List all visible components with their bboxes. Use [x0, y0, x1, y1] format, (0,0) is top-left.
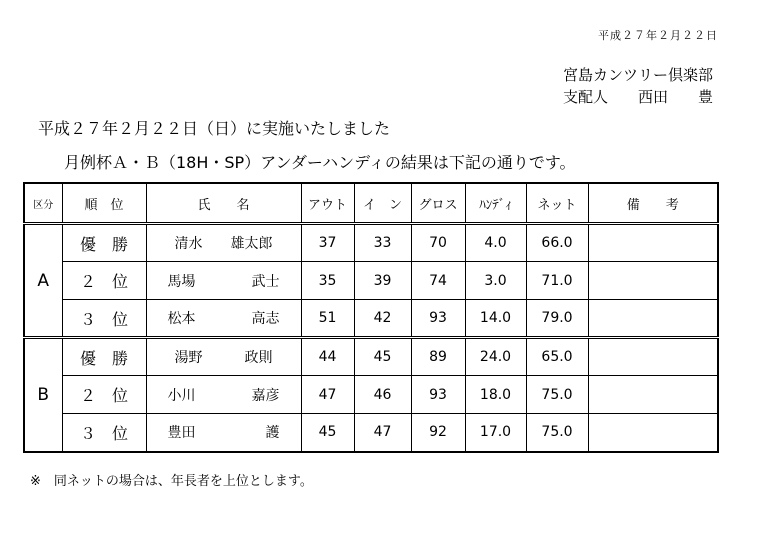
out-cell: 45	[301, 414, 354, 452]
net-cell: 66.0	[526, 224, 588, 262]
name-cell: 豊田 護	[146, 414, 301, 452]
table-row	[24, 376, 718, 414]
club-name: 宮島カンツリー倶楽部	[563, 66, 714, 84]
remarks-cell	[588, 414, 718, 452]
rank-cell: ２ 位	[62, 262, 146, 300]
net-cell: 79.0	[526, 300, 588, 338]
results-heading: 月例杯Ａ・Ｂ（18H・SP）アンダーハンディの結果は下記の通りです。	[64, 153, 576, 172]
out-cell: 51	[301, 300, 354, 338]
out-cell: 47	[301, 376, 354, 414]
header-net: ネット	[526, 183, 588, 224]
header-rank: 順 位	[62, 183, 146, 224]
rank-cell: ３ 位	[62, 414, 146, 452]
gross-cell: 93	[411, 300, 465, 338]
header-division: 区分	[24, 183, 62, 224]
rank-cell: 優 勝	[62, 224, 146, 262]
handicap-cell: 18.0	[465, 376, 526, 414]
table-row	[24, 224, 718, 262]
header-remarks: 備 考	[588, 183, 718, 224]
net-cell: 75.0	[526, 414, 588, 452]
out-cell: 44	[301, 338, 354, 376]
remarks-cell	[588, 300, 718, 338]
group-label: A	[24, 224, 62, 338]
table-row	[24, 338, 718, 376]
gross-cell: 70	[411, 224, 465, 262]
rank-cell: ３ 位	[62, 300, 146, 338]
in-cell: 39	[354, 262, 411, 300]
table-row	[24, 300, 718, 338]
in-cell: 42	[354, 300, 411, 338]
group-label: B	[24, 338, 62, 452]
table-header-row	[24, 183, 718, 224]
document-date: 平成２７年２月２２日	[598, 29, 718, 42]
net-cell: 71.0	[526, 262, 588, 300]
in-cell: 47	[354, 414, 411, 452]
group-a	[24, 224, 718, 338]
footnote: ※ 同ネットの場合は、年長者を上位とします。	[30, 474, 313, 489]
handicap-cell: 3.0	[465, 262, 526, 300]
intro-line: 平成２７年２月２２日（日）に実施いたしました	[38, 119, 391, 138]
header-in: イ ン	[354, 183, 411, 224]
gross-cell: 89	[411, 338, 465, 376]
gross-cell: 74	[411, 262, 465, 300]
net-cell: 65.0	[526, 338, 588, 376]
remarks-cell	[588, 262, 718, 300]
table-row	[24, 414, 718, 452]
gross-cell: 93	[411, 376, 465, 414]
group-b	[24, 338, 718, 452]
table-row	[24, 262, 718, 300]
rank-cell: 優 勝	[62, 338, 146, 376]
remarks-cell	[588, 338, 718, 376]
out-cell: 37	[301, 224, 354, 262]
manager-name: 支配人 西田 豊	[563, 88, 714, 106]
handicap-cell: 24.0	[465, 338, 526, 376]
rank-cell: ２ 位	[62, 376, 146, 414]
header-handicap: ﾊﾝﾃﾞｨ	[465, 183, 526, 224]
header-name: 氏 名	[146, 183, 301, 224]
in-cell: 33	[354, 224, 411, 262]
in-cell: 45	[354, 338, 411, 376]
gross-cell: 92	[411, 414, 465, 452]
name-cell: 松本 高志	[146, 300, 301, 338]
name-cell: 小川 嘉彦	[146, 376, 301, 414]
remarks-cell	[588, 376, 718, 414]
header-out: アウト	[301, 183, 354, 224]
net-cell: 75.0	[526, 376, 588, 414]
remarks-cell	[588, 224, 718, 262]
in-cell: 46	[354, 376, 411, 414]
handicap-cell: 17.0	[465, 414, 526, 452]
name-cell: 馬場 武士	[146, 262, 301, 300]
header-gross: グロス	[411, 183, 465, 224]
results-table	[23, 182, 719, 453]
name-cell: 清水 雄太郎	[146, 224, 301, 262]
organizer-block	[563, 64, 713, 108]
handicap-cell: 4.0	[465, 224, 526, 262]
handicap-cell: 14.0	[465, 300, 526, 338]
out-cell: 35	[301, 262, 354, 300]
name-cell: 湯野 政則	[146, 338, 301, 376]
